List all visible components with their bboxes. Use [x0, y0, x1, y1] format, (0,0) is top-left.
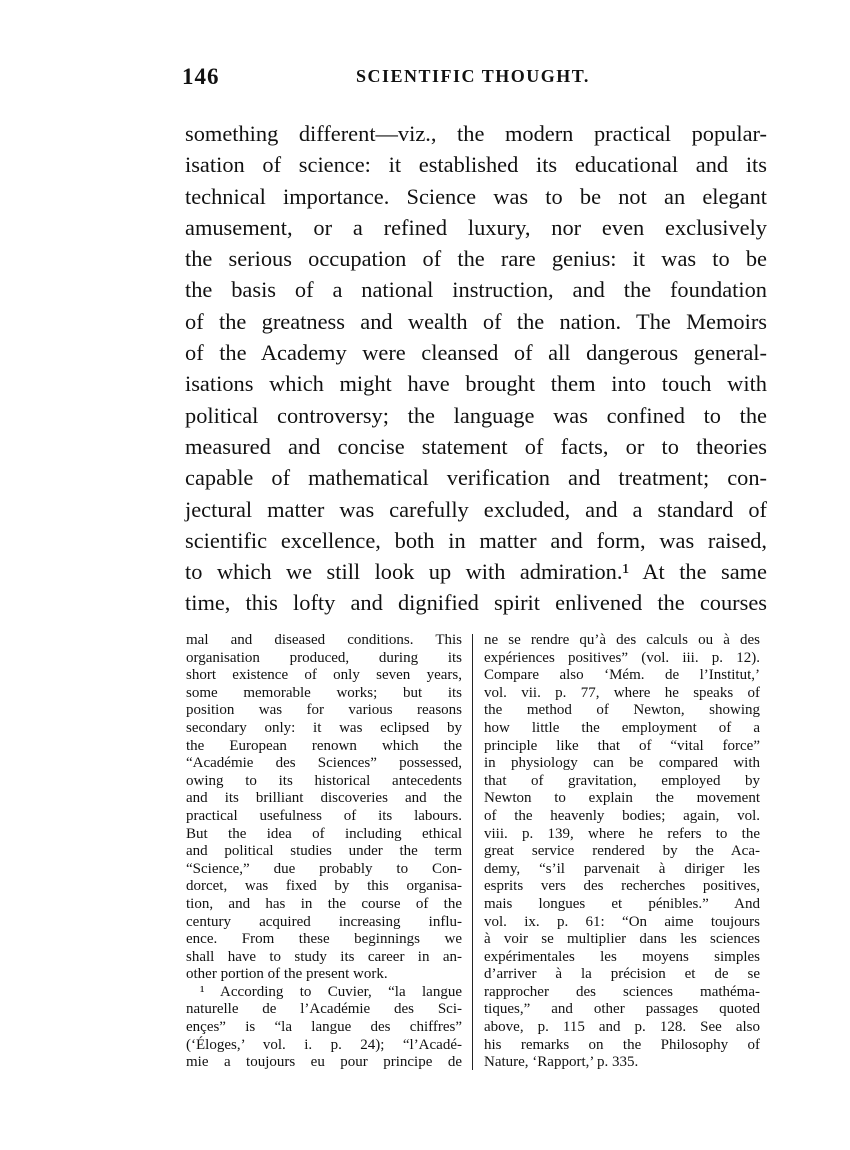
footnote-line: the European renown which the: [186, 737, 462, 754]
footnote-line: ençes” is “la langue des chiffres”: [186, 1019, 462, 1036]
footnote-line: the method of Newton, showing: [484, 702, 760, 719]
page-header: [182, 64, 767, 100]
footnote-line: above, p. 115 and p. 128. See also: [484, 1019, 760, 1036]
body-line: measured and concise statement of facts, or to theories: [185, 433, 767, 459]
footnote-line: expérimentales les moyens simples: [484, 948, 760, 965]
footnote-line: principle like that of “vital force”: [484, 737, 760, 754]
body-line: to which we still look up with admiration.¹ At the same: [185, 559, 767, 585]
page-number: 146: [182, 64, 220, 89]
footnote-line: Nature, ‘Rapport,’ p. 335.: [484, 1054, 639, 1071]
footnote-column-left: [186, 632, 462, 1072]
footnote-line: position was for various reasons: [186, 702, 462, 719]
running-title: SCIENTIFIC THOUGHT.: [356, 66, 590, 86]
footnote-line: his remarks on the Philosophy of: [484, 1036, 760, 1053]
body-line: political controversy; the language was confined to the: [185, 402, 767, 428]
body-line: of the greatness and wealth of the nation. The Memoirs: [185, 308, 767, 334]
column-divider: [472, 634, 473, 1070]
footnote-line: dorcet, was fixed by this organisa-: [186, 878, 462, 895]
footnote-line: owing to its historical antecedents: [186, 772, 462, 789]
footnote-line: of the heavenly bodies; again, vol.: [484, 807, 760, 824]
footnote-line: mal and diseased conditions. This: [186, 632, 462, 648]
body-line: capable of mathematical verification and treatment; con-: [185, 465, 767, 491]
footnote-line: secondary only: it was eclipsed by: [186, 719, 462, 736]
footnote-line: Compare also ‘Mém. de l’Institut,’: [484, 667, 760, 684]
body-line: isations which might have brought them into touch with: [185, 371, 767, 397]
body-line: scientific excellence, both in matter and form, was raised,: [185, 527, 767, 553]
footnote-line: d’arriver à la précision et de se: [484, 966, 760, 983]
footnote-line: some memorable works; but its: [186, 684, 462, 701]
body-line: technical importance. Science was to be not an elegant: [185, 183, 767, 209]
footnote-line: ne se rendre qu’à des calculs ou à des: [484, 632, 760, 648]
footnotes: [186, 632, 766, 1082]
body-line: something different—viz., the modern practical popular-: [185, 121, 767, 146]
footnote-line: mie a toujours eu pour principe de: [186, 1054, 462, 1071]
body-line: isation of science: it established its educational and its: [185, 152, 767, 178]
body-line: of the Academy were cleansed of all dangerous general-: [185, 340, 767, 366]
footnote-line: vol. vii. p. 77, where he speaks of: [484, 684, 760, 701]
body-line: jectural matter was carefully excluded, and a standard of: [185, 496, 767, 522]
footnote-line: “Science,” due probably to Con-: [186, 860, 462, 877]
footnote-line: mais longues et pénibles.” And: [484, 895, 760, 912]
footnote-column-right: [484, 632, 760, 1072]
footnote-line: à voir se multiplier dans les sciences: [484, 931, 760, 948]
footnote-line: practical usefulness of its labours.: [186, 807, 462, 824]
footnote-line: short existence of only seven years,: [186, 667, 462, 684]
footnote-line: But the idea of including ethical: [186, 825, 462, 842]
footnote-line: Newton to explain the movement: [484, 790, 760, 807]
footnote-line: organisation produced, during its: [186, 649, 462, 666]
body-line: the basis of a national instruction, and the foundation: [185, 277, 767, 303]
body-line: amusement, or a refined luxury, nor even exclusively: [185, 214, 767, 240]
footnote-line: ¹ According to Cuvier, “la langue: [200, 983, 462, 1000]
footnote-line: in physiology can be compared with: [484, 755, 760, 772]
footnote-line: and its brilliant discoveries and the: [186, 790, 462, 807]
footnote-line: and political studies under the term: [186, 843, 462, 860]
footnote-line: shall have to study its career in an-: [186, 948, 462, 965]
footnote-line: demy, “s’il parvenait à diriger les: [484, 860, 760, 877]
footnote-line: tiques,” and other passages quoted: [484, 1001, 760, 1018]
footnote-line: rapprocher des sciences mathéma-: [484, 983, 760, 1000]
footnote-line: naturelle de l’Académie des Sci-: [186, 1001, 462, 1018]
footnote-line: tion, and has in the course of the: [186, 895, 462, 912]
footnote-line: esprits vers des recherches positives,: [484, 878, 760, 895]
footnote-line: how little the employment of a: [484, 719, 760, 736]
footnote-line: century acquired increasing influ-: [186, 913, 462, 930]
footnote-line: vol. ix. p. 61: “On aime toujours: [484, 913, 760, 930]
footnote-line: ence. From these beginnings we: [186, 931, 462, 948]
footnote-line: other portion of the present work.: [186, 966, 388, 983]
body-line: the serious occupation of the rare genius: it was to be: [185, 246, 767, 272]
body-text: [185, 118, 767, 619]
footnote-line: viii. p. 139, where he refers to the: [484, 825, 760, 842]
footnote-line: “Académie des Sciences” possessed,: [186, 755, 462, 772]
footnote-line: great service rendered by the Aca-: [484, 843, 760, 860]
body-line: time, this lofty and dignified spirit enlivened the courses: [185, 590, 767, 616]
footnote-line: (‘Éloges,’ vol. i. p. 24); “l’Acadé-: [186, 1036, 462, 1053]
footnote-line: that of gravitation, employed by: [484, 772, 760, 789]
footnote-line: expériences positives” (vol. iii. p. 12).: [484, 649, 760, 666]
